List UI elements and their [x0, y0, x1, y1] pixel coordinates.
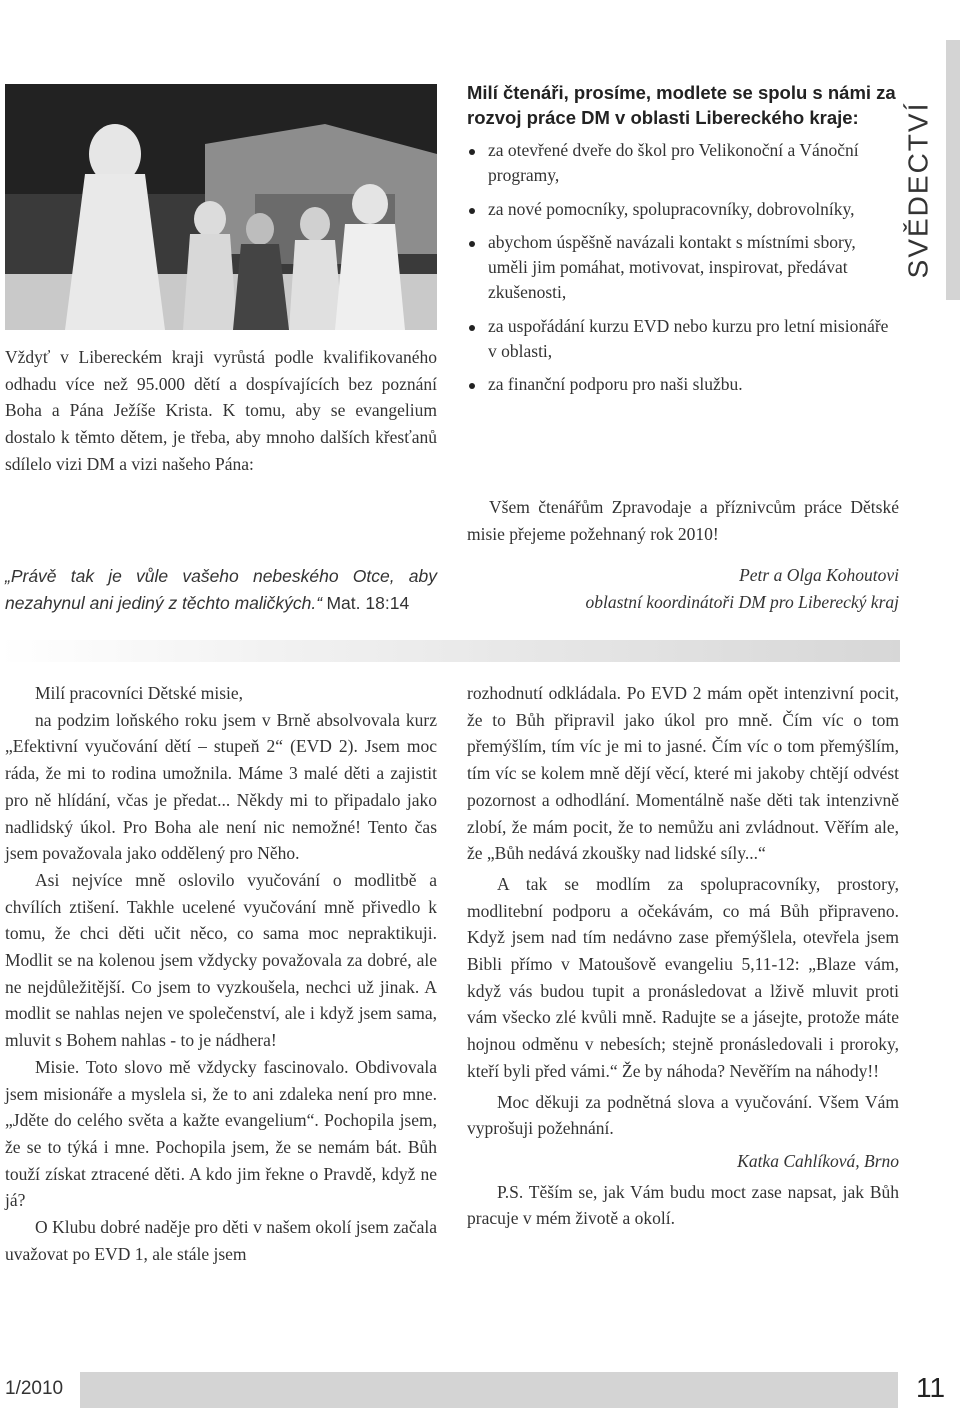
- letter-signature: Katka Cahlíková, Brno: [737, 1150, 899, 1171]
- signature-role: oblastní koordinátoři DM pro Liberecký kraj: [585, 592, 899, 612]
- photo-nativity-play: [5, 84, 437, 330]
- letter-paragraph: O Klubu dobré naděje pro děti v našem okolí jsem začala uvažovat po EVD 1, ale stále jsem: [5, 1217, 437, 1264]
- signature-names: Petr a Olga Kohoutovi: [739, 565, 899, 585]
- letter-paragraph: na podzim loňského roku jsem v Brně absolvovala kurz „Efektivní vyučování dětí – stupeň 2“ (EVD 2). Jsem moc ráda, že mi to rodina umožnila. Máme 3 malé děti a zajistit pro ně hlídání, včas je předat... Někdy mi to připadalo jako nadlidský úkol. Pro Boha ale není nic nemožné! Tento čas jsem považovala jako oddělený pro Něho.: [5, 709, 437, 864]
- quote-text: „Právě tak je vůle vašeho nebeského Otce, aby nezahynul ani jediný z těchto maličkých.“: [5, 566, 437, 613]
- section-bar: [946, 40, 960, 300]
- letter-postscript: P.S. Těším se, jak Vám budu moct zase napsat, jak Bůh pracuje v mém životě a okolí.: [467, 1181, 899, 1229]
- coordinators-signature: [467, 562, 899, 616]
- prayer-item-text: za uspořádání kurzu EVD nebo kurzu pro letní misionáře v oblasti,: [488, 315, 889, 362]
- prayer-item-text: za finanční podporu pro naši službu.: [488, 374, 743, 395]
- issue-number: 1/2010: [5, 1378, 64, 1399]
- bullet-icon: [469, 241, 475, 247]
- bullet-icon: [469, 383, 475, 389]
- prayer-item-text: za nové pomocníky, spolupracovníky, dobrovolníky,: [488, 198, 855, 219]
- bullet-icon: [469, 325, 475, 331]
- prayer-heading: Milí čtenáři, prosíme, modlete se spolu s námi za rozvoj práce DM v oblasti Libereckého kraje:: [467, 82, 896, 128]
- letter-greeting: Milí pracovníci Dětské misie,: [35, 683, 244, 703]
- intro-paragraph: [5, 344, 437, 478]
- prayer-item: [467, 230, 899, 306]
- footer-rule: [80, 1372, 898, 1408]
- photo-image: [5, 84, 437, 330]
- bible-quote: [5, 563, 437, 616]
- letter-column-left: [5, 680, 437, 1267]
- prayer-item: [467, 197, 899, 222]
- quote-reference: Mat. 18:14: [326, 592, 410, 613]
- letter-paragraph: Misie. Toto slovo mě vždycky fascinovalo. Obdivovala jsem misionáře a myslela si, že to ani zdaleka není pro mne. „Jděte do celého světa a kažte evangelium“. Pochopila jsem, že se to týká i mne. Pochopila jsem, že se nemám bát. Bůh touží získat ztracené děti. A kdo jim řekne o Pravdě, když ne já?: [5, 1056, 437, 1211]
- letter-column-right: [467, 680, 899, 1232]
- section-label-text: SVĚDECTVÍ: [902, 101, 934, 279]
- prayer-requests: [467, 80, 899, 406]
- letter-paragraph: Asi nejvíce mně oslovilo vyučování o modlitbě a chvílích ztišení. Takhle ucelené vyučování mně přivedlo k tomu, že chci děti učit něco, co sama moc nepraktikuji. Modlit se na kolenou jsem vždycky považovala za dobré, ale ne nejdůležitější. Co jsem to vyzkoušela, nechci už jinak. A modlit se nahlas nejen ve společenství, ale i když jsem sama, mluvit s Bohem nahlas - to je nádhera!: [5, 869, 437, 1051]
- thanks-paragraph: Všem čtenářům Zpravodaje a příznivcům práce Dětské misie přejeme požehnaný rok 2010!: [467, 497, 899, 544]
- letter-paragraph: rozhodnutí odkládala. Po EVD 2 mám opět intenzivní pocit, že to Bůh připravil jako úkol pro mně. Čím víc o tom přemýšlím, tím víc je mi to jasné. Čím víc o tom přemýšlím, tím víc se kolem mně dějí věcí, které mi jakoby chtějí odvést pozornost a odhodlání. Momentálně naše děti tak intenzivně zlobí, že mám pocit, že to nemůžu ani zvládnout. Věřím ale, že „Bůh nedává zkoušky nad lidské síly...“: [467, 683, 899, 864]
- section-label: [902, 40, 960, 300]
- prayer-item: [467, 314, 899, 365]
- letter-paragraph: Moc děkuji za podnětná slova a vyučování. Všem Vám vyprošuji požehnání.: [467, 1091, 899, 1139]
- section-divider: [0, 640, 900, 662]
- intro-text: Vždyť v Libereckém kraji vyrůstá podle kvalifikovaného odhadu více než 95.000 dětí a dospívajících bez poznání Boha a Pána Ježíše Krista. K tomu, aby se evangelium dostalo k těmto dětem, je třeba, aby mnoho dalších křesťanů sdílelo vizi DM a vizi našeho Pána:: [5, 347, 437, 474]
- prayer-item-text: abychom úspěšně navázali kontakt s místními sbory, uměli jim pomáhat, motivovat, inspirovat, předávat zkušenosti,: [488, 231, 856, 303]
- bullet-icon: [469, 208, 475, 214]
- prayer-item: [467, 372, 899, 397]
- prayer-list: [467, 138, 899, 398]
- page-number: 11: [916, 1372, 946, 1403]
- bullet-icon: [469, 149, 475, 155]
- prayer-item-text: za otevřené dveře do škol pro Velikonoční a Vánoční programy,: [488, 140, 859, 186]
- letter-paragraph: A tak se modlím za spolupracovníky, prostory, modlitební podporu a očekávám, co má Bůh připraveno. Když jsem nad tím nedávno zase přemýšlela, otevřela jsem Bibli přímo v Matoušově evangeliu 5,11-12: „Blaze vám, když vás budou tupit a pronásledovat a lživě mluvit proti vám všecko zlé kvůli mně. Radujte se a jásejte, protože máte hojnou odměnu v nebesích; stejně pronásledovali i proroky, kteří byli před vámi.“ Že by náhoda? Nevěřím na náhody!!: [467, 873, 899, 1081]
- prayer-item: [467, 138, 899, 189]
